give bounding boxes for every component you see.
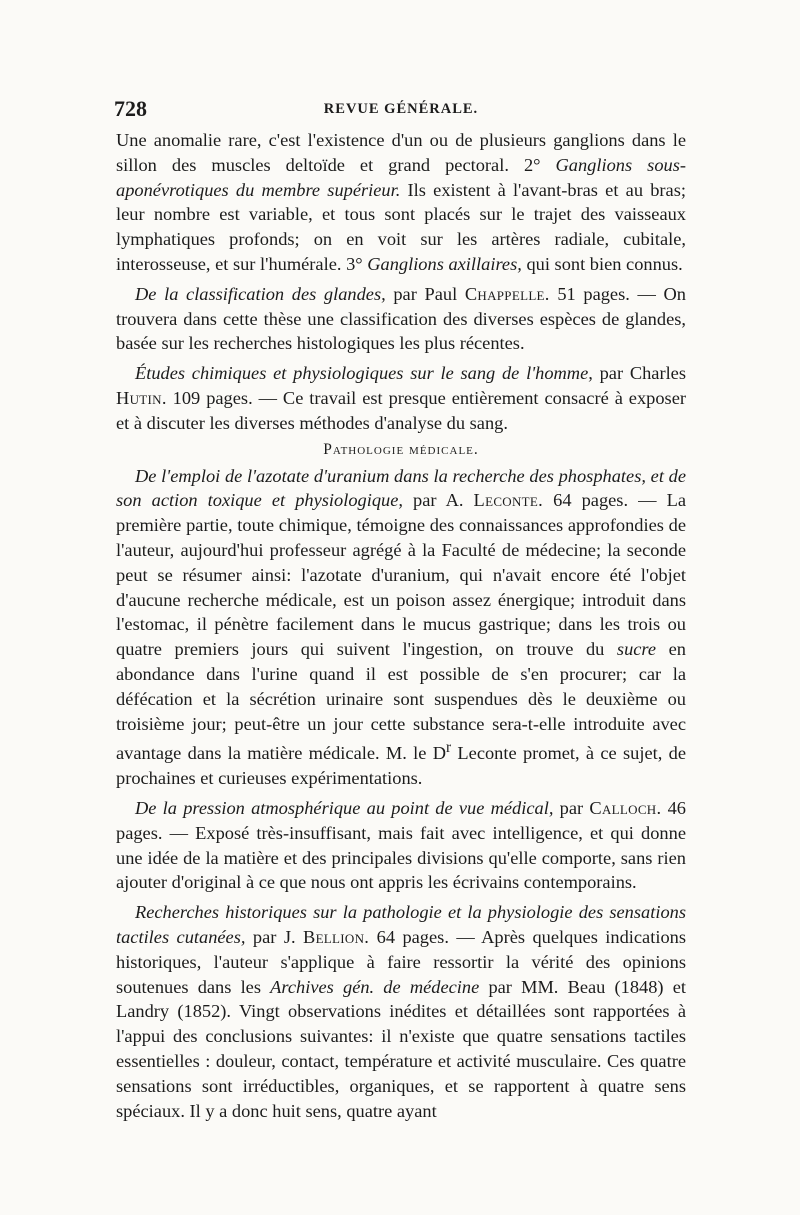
entry-author: Bellion. xyxy=(303,927,370,948)
entry-author: Leconte. xyxy=(473,490,544,511)
entry-author: Calloch. xyxy=(589,798,662,819)
running-title: REVUE GÉNÉRALE. xyxy=(323,101,479,117)
entry-etudes-sang: Études chimiques et physiologiques sur le sang de l'homme, par Charles Hutin. 109 pages. — Ce travail est presque entièrement consacré à exposer et à discuter les diverses méthodes d'analyse du sang. xyxy=(116,363,686,433)
paragraph-lymph-ganglia: Une anomalie rare, c'est l'existence d'un ou de plusieurs ganglions dans le sillon des muscles deltoïde et grand pectoral. 2° Ganglions sous-aponévrotiques du membre supérieur. Ils existent à l'avant-bras et au bras; leur nombre est variable, et tous sont placés sur le trajet des vaisseaux lymphatiques profonds; on en voit sur les artères radiale, cubitale, interosseuse, et sur l'humérale. 3° Ganglions axillaires, qui sont bien connus. xyxy=(116,130,686,274)
entry-azotate-uranium: De l'emploi de l'azotate d'uranium dans la recherche des phosphates, et de son action toxique et physiologique, par A. Leconte. 64 pages. — La première partie, toute chimique, témoigne des connaissances approfondies de l'auteur, aujourd'hui professeur agrégé à la Faculté de médecine; la seconde peut se résumer ainsi: l'azotate d'uranium, qui n'avait encore été l'objet d'aucune recherche médicale, est un poison assez énergique; introduit dans l'estomac, il pénètre facilement dans le mucus gastrique; dans les trois ou quatre premiers jours qui suivent l'ingestion, on trouve du sucre en abondance dans l'urine quand il est possible de s'en procurer; car la défécation et la sécrétion urinaire sont suspendues dès le deuxième ou troisième jour; peut-être un jour cette substance sera-t-elle introduite avec avantage dans la matière médicale. M. le $D^r$ Leconte promet, à ce sujet, de prochaines et curieuses expérimentations. xyxy=(116,465,686,789)
page-number: 728 xyxy=(114,96,147,121)
entry-pression-atmospherique: De la pression atmosphérique au point de vue médical, par Calloch. 46 pages. — Exposé très-insuffisant, mais fait avec intelligence, et qui donne une idée de la matière et des principales divisions qu'elle comporte, sans rien ajouter d'original à ce que nous ont appris les écrivains contemporains. xyxy=(116,798,686,893)
entry-title: De la classification des glandes, xyxy=(135,283,386,304)
entry-title: De l'emploi de l'azotate d'uranium dans la recherche des phosphates, et de son action toxique et physiologique, xyxy=(116,465,686,511)
page-header xyxy=(114,96,688,126)
entry-title: Recherches historiques sur la pathologie et la physiologie des sensations tactiles cutanées, xyxy=(116,902,686,948)
entry-title: Études chimiques et physiologiques sur le sang de l'homme, xyxy=(135,363,593,384)
entry-classification-glandes: De la classification des glandes, par Paul Chappelle. 51 pages. — On trouvera dans cette thèse une classification des diverses espèces de glandes, basée sur les recherches histologiques les plus récentes. xyxy=(116,283,686,354)
entry-author: Hutin. xyxy=(116,387,167,408)
page-body xyxy=(116,128,686,1123)
section-heading: Pathologie médicale. xyxy=(323,440,479,458)
entry-author: Chappelle. xyxy=(464,283,550,304)
entry-title: De la pression atmosphérique au point de vue médical, xyxy=(135,798,554,819)
entry-sensations-tactiles: Recherches historiques sur la pathologie et la physiologie des sensations tactiles cutanées, par J. Bellion. 64 pages. — Après quelques indications historiques, l'auteur s'applique à faire ressortir la vérité des opinions soutenues dans les Archives gén. de médecine par MM. Beau (1848) et Landry (1852). Vingt observations inédites et détaillées sont rapportées à l'appui des conclusions suivantes: il n'existe que quatre sensations tactiles essentielles : douleur, contact, température et activité musculaire. Ces quatre sensations sont irréductibles, organiques, et se rapportent à quatre sens spéciaux. Il y a donc huit sens, quatre ayant xyxy=(116,902,686,1121)
